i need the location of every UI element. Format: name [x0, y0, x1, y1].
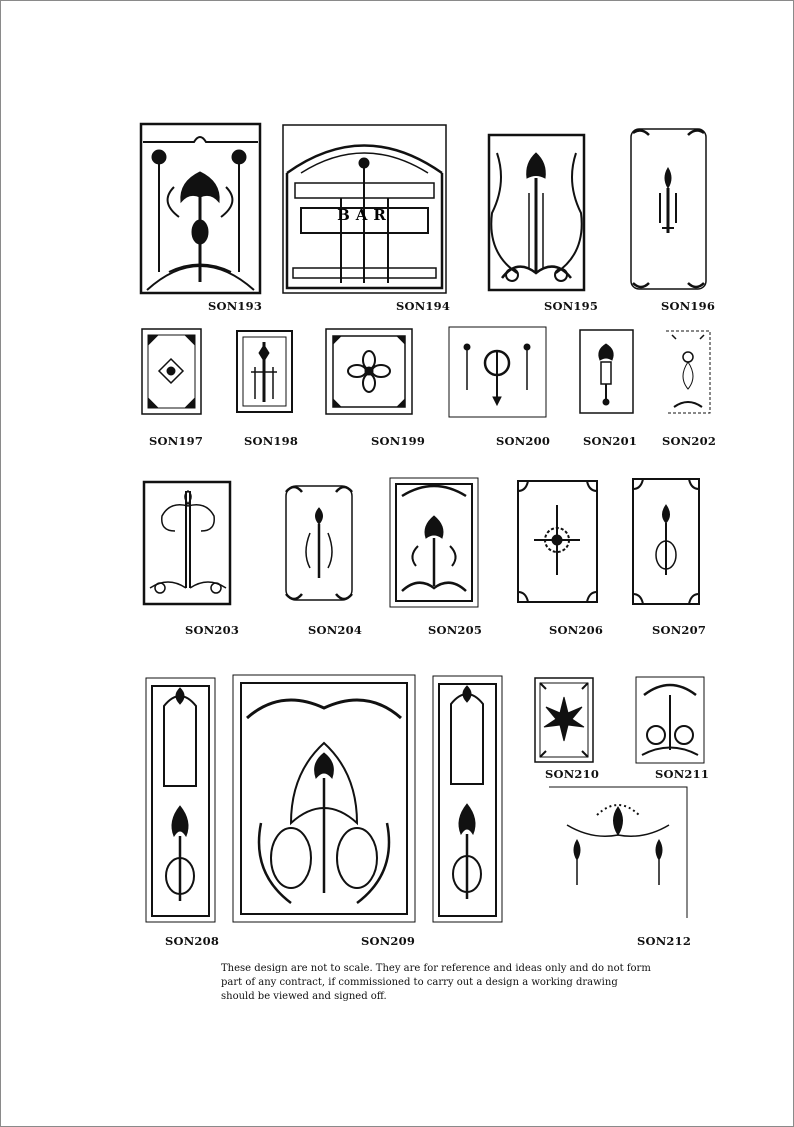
design-son199 [323, 326, 415, 417]
design-label: SON198 [244, 434, 299, 448]
design-son195 [477, 123, 596, 295]
design-label: SON211 [655, 767, 710, 781]
design-son204 [280, 478, 358, 606]
design-son206 [512, 475, 603, 608]
design-son207 [629, 475, 703, 608]
design-label: SON194 [396, 299, 451, 313]
design-son197 [140, 327, 203, 416]
design-label: SON206 [549, 623, 604, 637]
design-label: SON202 [662, 434, 717, 448]
bar-sign-text: BAR [337, 206, 392, 224]
design-label: SON193 [208, 299, 263, 313]
design-label: SON201 [583, 434, 638, 448]
design-label: SON200 [496, 434, 551, 448]
design-label: SON208 [165, 934, 220, 948]
design-son209 [231, 673, 417, 924]
design-son205 [388, 476, 480, 609]
design-label: SON212 [637, 934, 692, 948]
design-son198 [233, 327, 296, 416]
design-son196 [627, 123, 710, 295]
design-label: SON207 [652, 623, 707, 637]
design-son193 [139, 122, 262, 295]
design-son211 [634, 675, 706, 765]
design-son203 [140, 476, 236, 609]
design-son208b [431, 674, 504, 924]
design-label: SON210 [545, 767, 600, 781]
design-label: SON195 [544, 299, 599, 313]
design-label: SON205 [428, 623, 483, 637]
design-label: SON209 [361, 934, 416, 948]
design-son212 [547, 785, 689, 920]
design-label: SON199 [371, 434, 426, 448]
design-label: SON204 [308, 623, 363, 637]
design-son208 [144, 676, 217, 924]
design-son194 [281, 123, 448, 295]
disclaimer-text: These design are not to scale. They are for reference and ideas only and do not form part of any contract, if commissioned to carry out a design a working drawing should be viewed and signed off. [221, 963, 651, 1002]
design-label: SON203 [185, 623, 240, 637]
design-son200 [447, 325, 548, 419]
design-label: SON196 [661, 299, 716, 313]
design-label: SON197 [149, 434, 204, 448]
design-son202 [662, 327, 714, 417]
design-son210 [532, 675, 596, 765]
design-son201 [576, 326, 637, 417]
